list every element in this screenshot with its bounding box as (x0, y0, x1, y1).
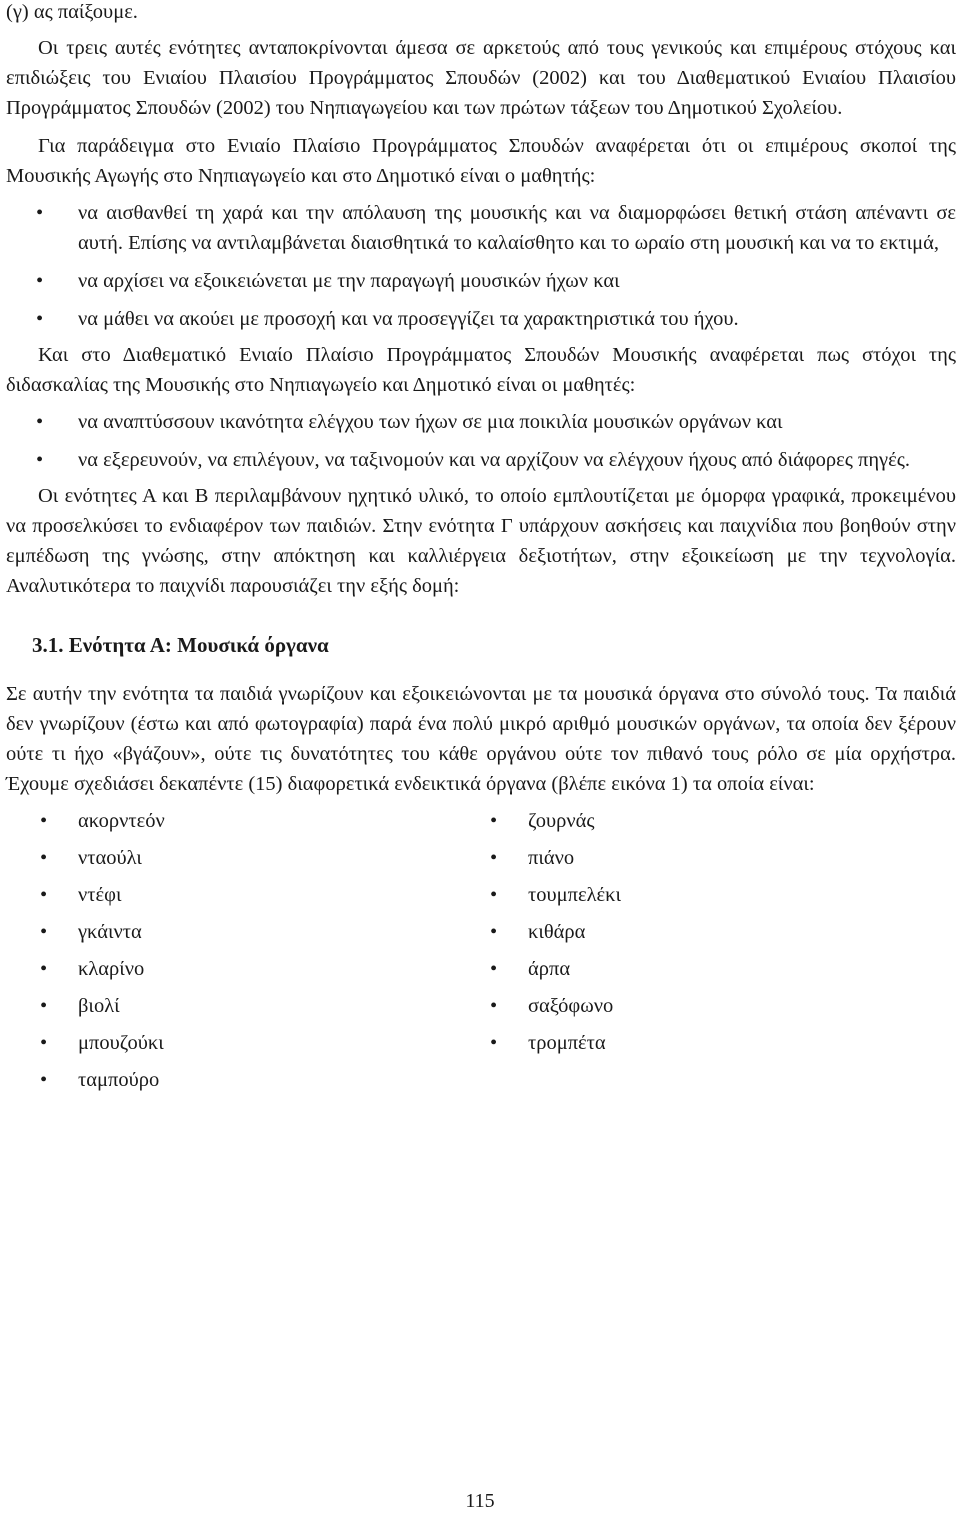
list-item: • να εξερευνούν, να επιλέγουν, να ταξινομούν και να αρχίζουν να ελέγχουν ήχους από διάφορες πηγές. (6, 445, 956, 475)
music-aims-list (6, 198, 956, 334)
list-item: • να αισθανθεί τη χαρά και την απόλαυση της μουσικής και να διαμορφώσει θετική στάση απέναντι σε αυτή. Επίσης να αντιλαμβάνεται διαισθητικά το καλαίσθητο και το ωραίο στη μουσική και να το εκτιμά, (6, 198, 956, 258)
list-item: • να αναπτύσσουν ικανότητα ελέγχου των ήχων σε μια ποικιλία μουσικών οργάνων και (6, 407, 956, 437)
instrument-item: • βιολί (78, 991, 528, 1028)
instrument-item: • γκάιντα (78, 917, 528, 954)
paragraph-curriculum-goals: Οι τρεις αυτές ενότητες ανταποκρίνονται άμεσα σε αρκετούς από τους γενικούς και επιμέρους στόχους και επιδιώξεις του Ενιαίου Πλαισίου Προγράμματος Σπουδών (2002) και του Διαθεματικού Ενιαίου Πλαισίου Προγράμματος Σπουδών (2002) του Νηπιαγωγείου και των πρώτων τάξεων του Δημοτικού Σχολείου. (6, 37, 956, 119)
instrument-item: • ταμπούρο (78, 1065, 528, 1102)
instrument-column-left (78, 806, 528, 1102)
list-item: • να μάθει να ακούει με προσοχή και να προσεγγίζει τα χαρακτηριστικά του ήχου. (6, 304, 956, 334)
instrument-item: • πιάνο (528, 843, 621, 880)
list-item: • να αρχίσει να εξοικειώνεται με την παραγωγή μουσικών ήχων και (6, 266, 956, 296)
instrument-column-right (528, 806, 621, 1102)
paragraph-music-aims: Για παράδειγμα στο Ενιαίο Πλαίσιο Προγράμματος Σπουδών αναφέρεται ότι οι επιμέρους σκοποί της Μουσικής Αγωγής στο Νηπιαγωγείο και στο Δημοτικό είναι ο μαθητής: (6, 135, 956, 187)
instrument-item: • κιθάρα (528, 917, 621, 954)
intro-line: (γ) ας παίξουμε. (6, 1, 138, 23)
instrument-item: • ντέφι (78, 880, 528, 917)
instrument-item: • ακορντεόν (78, 806, 528, 843)
instrument-item: • τρομπέτα (528, 1028, 621, 1065)
paragraph-units-overview: Οι ενότητες Α και Β περιλαμβάνουν ηχητικό υλικό, το οποίο εμπλουτίζεται με όμορφα γραφικά, προκειμένου να προσελκύσει το ενδιαφέρον των παιδιών. Στην ενότητα Γ υπάρχουν ασκήσεις και παιχνίδια που βοηθούν στην εμπέδωση της γνώσης, στην απόκτηση και καλλιέργεια δεξιοτήτων, στην εξοικείωση με την τεχνολογία. Αναλυτικότερα το παιχνίδι παρουσιάζει την εξής δομή: (6, 485, 956, 597)
instrument-item: • σαξόφωνο (528, 991, 621, 1028)
instrument-list (6, 806, 956, 1102)
paragraph-crosscurricular: Και στο Διαθεματικό Ενιαίο Πλαίσιο Προγράμματος Σπουδών Μουσικής αναφέρεται πως στόχοι της διδασκαλίας της Μουσικής στο Νηπιαγωγείο και Δημοτικό είναι οι μαθητές: (6, 344, 956, 396)
instrument-item: • νταούλι (78, 843, 528, 880)
instrument-item: • κλαρίνο (78, 954, 528, 991)
paragraph-instruments-intro: Σε αυτήν την ενότητα τα παιδιά γνωρίζουν και εξοικειώνονται με τα μουσικά όργανα στο σύνολό τους. Τα παιδιά δεν γνωρίζουν (έστω και από φωτογραφία) παρά ένα πολύ μικρό αριθμό μουσικών οργάνων, τα οποία δεν ξέρουν ούτε τι ήχο «βγάζουν», ούτε τις δυνατότητες του κάθε οργάνου ούτε τον πιθανό τους ρόλο σε μία ορχήστρα. Έχουμε σχεδιάσει δεκαπέντε (15) διαφορετικά ενδεικτικά όργανα (βλέπε εικόνα 1) τα οποία είναι: (6, 683, 956, 795)
page-number: 115 (465, 1490, 495, 1512)
student-goals-list (6, 407, 956, 475)
instrument-item: • άρπα (528, 954, 621, 991)
instrument-item: • ζουρνάς (528, 806, 621, 843)
instrument-item: • τουμπελέκι (528, 880, 621, 917)
section-heading: 3.1. Ενότητα Α: Μουσικά όργανα (32, 633, 329, 657)
instrument-item: • μπουζούκι (78, 1028, 528, 1065)
